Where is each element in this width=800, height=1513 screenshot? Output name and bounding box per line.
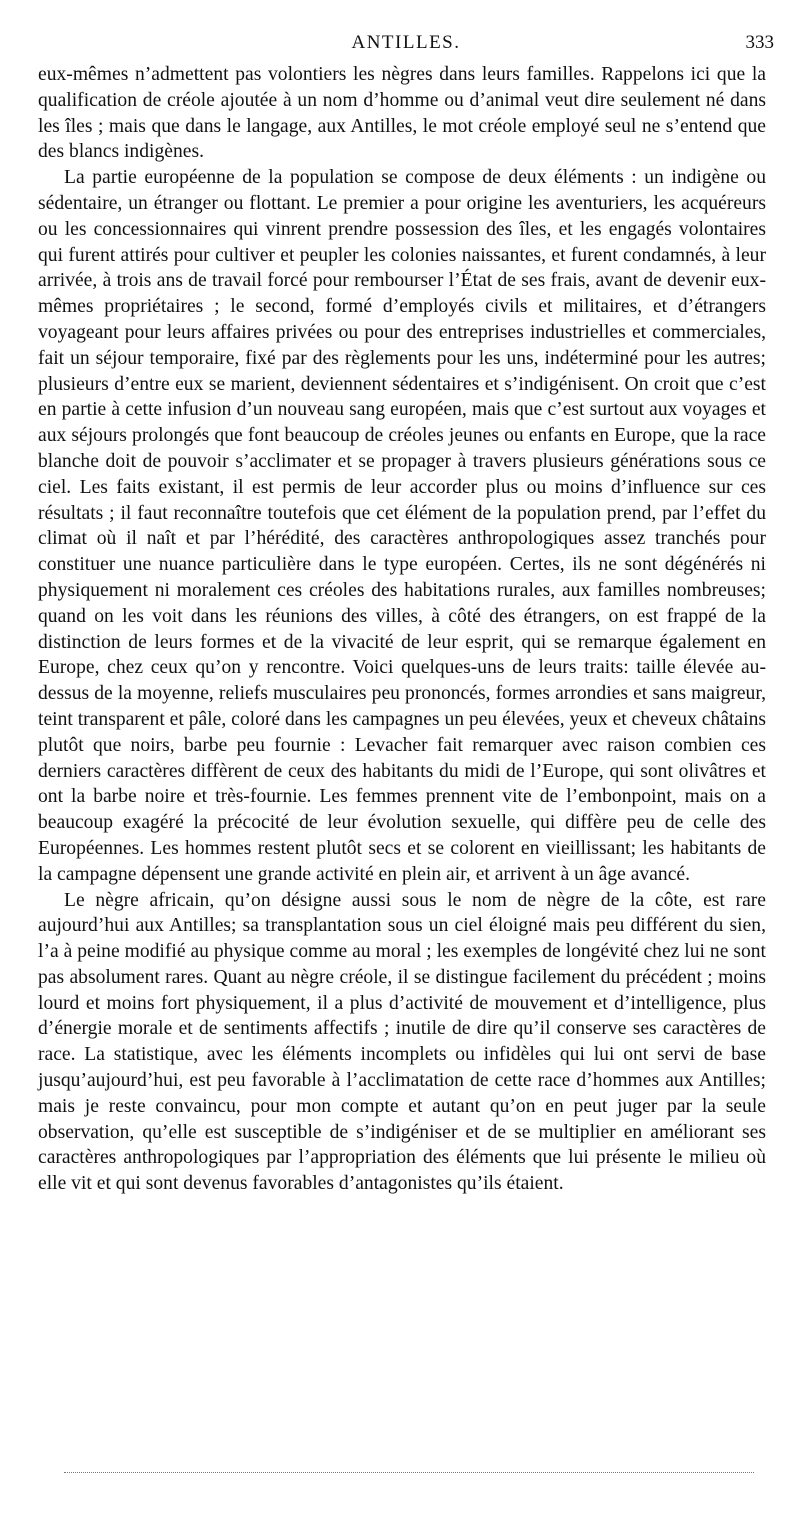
page-header xyxy=(38,30,774,56)
footer-dotted-rule xyxy=(64,1472,754,1473)
running-title: ANTILLES. xyxy=(351,32,461,53)
body-text xyxy=(38,62,766,1197)
paragraph-european-population: La partie européenne de la population se compose de deux éléments : un indigène ou sédentaire, un étranger ou flottant. Le premier a pour origine les aventuriers, les acquéreurs ou les concessionnaires qui vinrent prendre possession des îles, et les engagés volontaires qui furent attirés pour cultiver et peupler les colonies naissantes, et furent condamnés, à leur arrivée, à trois ans de travail forcé pour rembourser l’État de ses frais, avant de devenir eux-mêmes propriétaires ; le second, formé d’employés civils et militaires, et d’étrangers voyageant pour leurs affaires privées ou pour des entreprises industrielles et commerciales, fait un séjour temporaire, fixé par des règlements pour les uns, indéterminé pour les autres; plusieurs d’entre eux se marient, deviennent sédentaires et s’indigénisent. On croit que c’est en partie à cette infusion d’un nouveau sang européen, mais que c’est surtout aux voyages et aux séjours prolongés que font beaucoup de créoles jeunes ou enfants en Europe, que la race blanche doit de pouvoir s’acclimater et se propager à travers plusieurs générations sous ce ciel. Les faits existant, il est permis de leur accorder plus ou moins d’influence sur ces résultats ; il faut reconnaître toutefois que cet élément de la population prend, par l’effet du climat où il naît et par l’hérédité, des caractères anthropologiques assez tranchés pour constituer une nuance particulière dans le type européen. Certes, ils ne sont dégénérés ni physiquement ni moralement ces créoles des habitations rurales, aux familles nombreuses; quand on les voit dans les réunions des villes, à côté des étrangers, on est frappé de la distinction de leurs formes et de la vivacité de leur esprit, qui se remarque également en Europe, chez ceux qu’on y rencontre. Voici quelques-uns de leurs traits: taille élevée au-dessus de la moyenne, reliefs musculaires peu prononcés, formes arrondies et sans maigreur, teint transparent et pâle, coloré dans les campagnes un peu élevées, yeux et cheveux châtains plutôt que noirs, barbe peu fournie : Levacher fait remarquer avec raison combien ces derniers caractères diffèrent de ceux des habitants du midi de l’Europe, qui sont olivâtres et ont la barbe noire et très-fournie. Les femmes prennent vite de l’embonpoint, mais on a beaucoup exagéré la précocité de leur évolution sexuelle, qui diffère peu de celle des Européennes. Les hommes restent plutôt secs et se colorent en vieillissant; les habitants de la campagne dépensent une grande activité en plein air, et arrivent à un âge avancé. xyxy=(38,167,766,885)
page-number: 333 xyxy=(745,32,774,53)
paragraph-continuation: eux-mêmes n’admettent pas volontiers les nègres dans leurs familles. Rappelons ici que la qualification de créole ajoutée à un nom d’homme ou d’animal veut dire seulement né dans les îles ; mais que dans le langage, aux Antilles, le mot créole employé seul ne s’entend que des blancs indigènes. xyxy=(38,64,766,163)
paragraph-african-population: Le nègre africain, qu’on désigne aussi sous le nom de nègre de la côte, est rare aujourd’hui aux Antilles; sa transplantation sous un ciel éloigné mais peu différent du sien, l’a à peine modifié au physique comme au moral ; les exemples de longévité chez lui ne sont pas absolument rares. Quant au nègre créole, il se distingue facilement du précédent ; moins lourd et moins fort physiquement, il a plus d’activité de mouvement et d’intelligence, plus d’énergie morale et de sentiments affectifs ; inutile de dire qu’il conserve ses caractères de race. La statistique, avec les éléments incomplets ou infidèles qui lui ont servi de base jusqu’aujourd’hui, est peu favorable à l’acclimatation de cette race d’hommes aux Antilles; mais je reste convaincu, pour mon compte et autant qu’on en peut juger par la seule observation, qu’elle est susceptible de s’indigéniser et de se multiplier en améliorant ses caractères anthropologiques par l’appropriation des éléments que lui présente le milieu où elle vit et qui sont devenus favorables d’antagonistes qu’ils étaient. xyxy=(38,889,766,1195)
